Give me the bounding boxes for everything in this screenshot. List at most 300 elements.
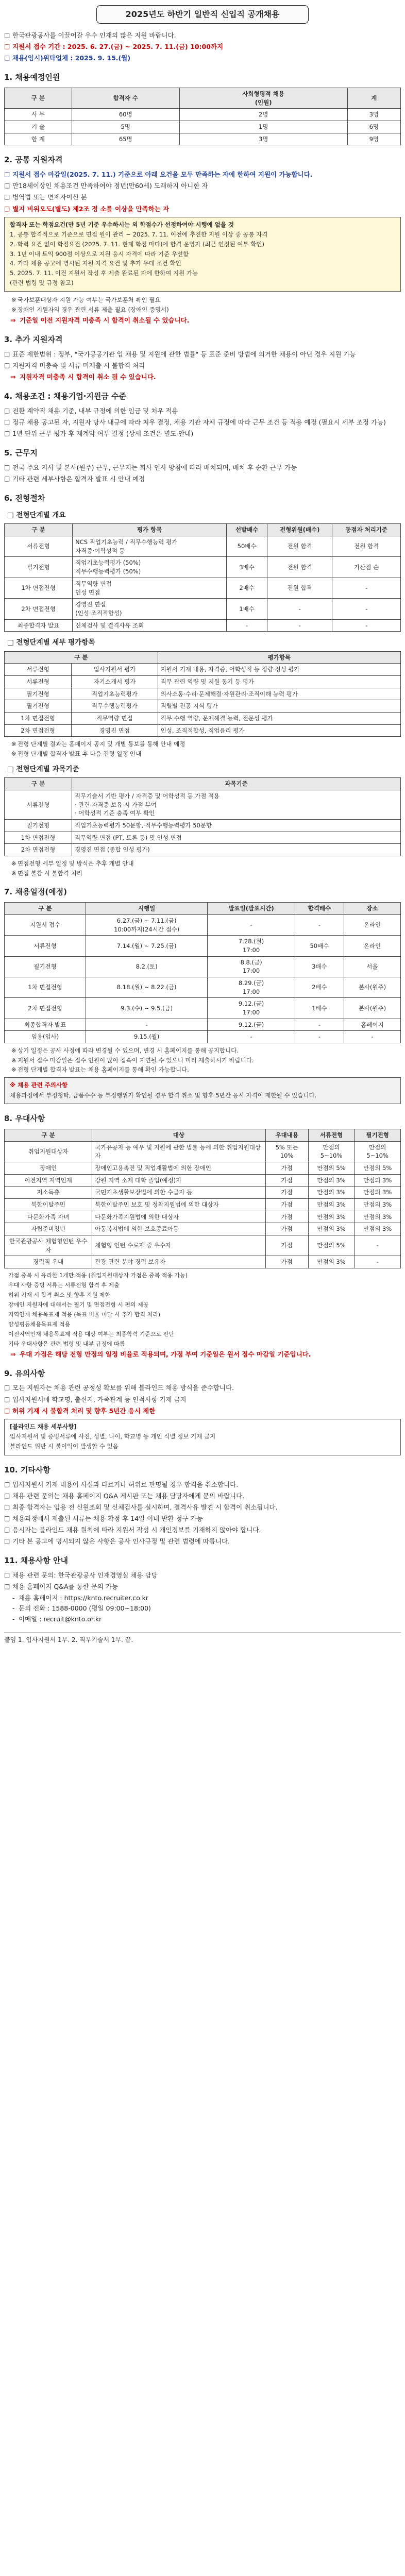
warning-box: [4, 1077, 401, 1104]
list-item: □ 별지 비위오도(별도) 제2조 정 소를 이상을 만족하는 자: [4, 205, 401, 214]
list-item: □ 채용 관련 문의: 한국관광공사 인재경영실 채용 담당: [4, 1571, 401, 1580]
section-heading: 1. 채용예정인원: [4, 73, 60, 82]
section-heading: 8. 우대사항: [4, 1114, 45, 1124]
table-cell: 북한이탈주민 보호 및 정착지원법에 의한 대상자: [92, 1199, 265, 1211]
table-row: [5, 724, 401, 737]
warning-arrow: ⇒ 기준일 이전 지원자격 미충족 시 합격이 취소될 수 있습니다.: [12, 316, 401, 325]
table-cell: 60명: [72, 109, 179, 121]
table-row: [5, 1256, 401, 1268]
table-row: [5, 956, 401, 977]
table-cell: 50배수: [226, 536, 267, 557]
table-cell: 3배수: [295, 956, 344, 977]
list-item: □ 기타 본 공고에 명시되지 않은 사항은 공사 인사규정 및 관련 법령에 따릅니다.: [4, 1537, 401, 1546]
requirements-box: [4, 217, 401, 292]
table-row: [5, 619, 401, 632]
notes-list: [4, 740, 401, 758]
workplace-list: [4, 463, 401, 484]
table-cell: 다문화가족 자녀: [5, 1211, 92, 1223]
table-cell: 국민기초생활보장법에 의한 수급자 등: [92, 1187, 265, 1199]
contact-detail-list: [4, 1594, 401, 1623]
table-header: 합격자 수: [72, 88, 179, 109]
note-item: 양성평등채용목표제 적용: [8, 1320, 71, 1328]
box-line: 입사지원서 및 증빙서류에 사진, 성별, 나이, 학교명 등 개인 식별 정보 기재 금지: [10, 1433, 216, 1440]
table-header: 시행일: [86, 903, 208, 915]
table-cell: 관광 관련 분야 경력 보유자: [92, 1256, 265, 1268]
list-item: □ 표준 제한범위 : 정부, "국가공공기관 입 채용 및 지원에 관한 법률" 등 표준 준비 방법에 의거한 채용이 아닌 경우 지원 가능: [4, 350, 401, 359]
table-cell: 2차 면접전형: [5, 998, 86, 1019]
section-heading: 9. 유의사항: [4, 1368, 45, 1378]
table-cell: 만점의 3%: [355, 1199, 401, 1211]
note-item: 지역인재 채용목표제 적용 (목표 비율 미달 시 추가 합격 처리): [8, 1311, 161, 1318]
notes-list: [4, 1046, 401, 1074]
box-title: ※ 채용 관련 주의사항: [10, 1081, 68, 1089]
table-cell: 9.3.(수) ~ 9.5.(금): [86, 998, 208, 1019]
table-cell: 6.27.(금) ~ 7.11.(금) 10:00까지(24시간 접수): [86, 914, 208, 935]
table-cell: 서류전형: [5, 676, 72, 688]
table-cell: 필기전형: [5, 820, 72, 832]
table-cell: 필기전형: [5, 700, 72, 713]
table-cell: 국가유공자 등 예우 및 지원에 관한 법률 등에 의한 취업지원대상자: [92, 1141, 265, 1162]
table-cell: 8.18.(월) ~ 8.22.(금): [86, 977, 208, 997]
table-cell: 직무 관련 역량 및 지원 동기 등 평가: [158, 676, 400, 688]
section-heading: 5. 근무지: [4, 448, 38, 458]
table-header: 구 분: [5, 651, 158, 664]
criteria-table: [4, 651, 401, 737]
table-cell: 기 술: [5, 121, 72, 133]
table-header: 구 분: [5, 88, 72, 109]
table-cell: 아동복지법에 의한 보호종료아동: [92, 1223, 265, 1235]
conditions-list: [4, 406, 401, 438]
table-cell: 직렬별 전공 지식 평가: [158, 700, 400, 713]
caution-list: [4, 1383, 401, 1415]
table-row: [5, 914, 401, 935]
blind-hiring-box: [4, 1419, 401, 1455]
table-cell: 만점의 3%: [308, 1256, 355, 1268]
table-row: [5, 832, 401, 844]
box-line: (관련 법령 및 규정 참고): [10, 279, 74, 286]
note-item: ※ 지원서 접수 마감일은 접수 인원이 많아 접속이 지연될 수 있으니 미리 제출하시기 바랍니다.: [11, 1056, 401, 1065]
table-cell: 만점의 5%: [355, 1162, 401, 1175]
table-cell: 만점의 3%: [308, 1199, 355, 1211]
table-cell: 만점의 3%: [355, 1223, 401, 1235]
subject-table: [4, 777, 401, 856]
table-cell: 장애인: [5, 1162, 92, 1175]
table-cell: 7.28.(월) 17:00: [208, 936, 295, 956]
table-cell: 경영진 면접 (종합 인성 평가): [72, 844, 401, 856]
list-item: □ 입사지원서 기재 내용이 사실과 다르거나 허위로 판명될 경우 합격을 취소합니다.: [4, 1480, 401, 1489]
table-cell: 최종합격자 발표: [5, 619, 73, 632]
box-line: 5. 2025. 7. 11. 이전 지원서 작성 후 제출 완료된 자에 한하여 지원 가능: [10, 269, 198, 277]
table-header: 선발배수: [226, 524, 267, 536]
table-cell: 장애인고용촉진 및 직업재활법에 의한 장애인: [92, 1162, 265, 1175]
table-cell: 가점: [265, 1235, 308, 1256]
table-header: 대상: [92, 1129, 265, 1142]
table-cell: 가점: [265, 1256, 308, 1268]
note-item: ※ 면접전형 세부 일정 및 방식은 추후 개별 안내: [11, 859, 401, 868]
table-cell: 만점의 3%: [355, 1187, 401, 1199]
table-header: 구 분: [5, 1129, 92, 1142]
table-cell: 직업기초능력평가: [72, 688, 158, 700]
table-cell: -: [295, 1019, 344, 1031]
notes-list: [4, 296, 401, 314]
table-cell: 2차 면접전형: [5, 724, 72, 737]
table-row: [5, 713, 401, 725]
table-row: [5, 599, 401, 619]
table-cell: 3명: [347, 109, 400, 121]
table-header: 과목기준: [72, 778, 401, 790]
table-row: [5, 536, 401, 557]
note-item: ※ 상기 일정은 공사 사정에 따라 변경될 수 있으며, 변경 시 홈페이지를 통해 공지합니다.: [11, 1046, 401, 1055]
table-header: 평가항목: [158, 651, 400, 664]
table-cell: 9명: [347, 133, 400, 145]
table-row: [5, 1031, 401, 1043]
table-row: [5, 109, 401, 121]
table-row: [5, 578, 401, 598]
table-cell: -: [226, 619, 267, 632]
table-cell: 가점: [265, 1187, 308, 1199]
table-row: [5, 133, 401, 145]
table-cell: 2배수: [295, 977, 344, 997]
table-row: [5, 688, 401, 700]
list-item: □ 허위 기재 시 불합격 처리 및 향후 5년간 응시 제한: [4, 1406, 401, 1416]
notes-list: [4, 859, 401, 877]
table-cell: 최종합격자 발표: [5, 1019, 86, 1031]
table-cell: 본사(원주): [344, 998, 400, 1019]
list-item: □ 입사지원서에 학교명, 출신지, 가족관계 등 인적사항 기재 금지: [4, 1395, 401, 1404]
table-cell: 2차 면접전형: [5, 599, 73, 619]
list-item: □ 모든 지원자는 채용 관련 공정성 확보를 위해 블라인드 채용 방식을 준수합니다.: [4, 1383, 401, 1393]
table-cell: 직무역량 면접 인성 면접: [73, 578, 227, 598]
table-cell: 만점의 5%: [308, 1235, 355, 1256]
table-row: [5, 1141, 401, 1162]
table-header: 구 분: [5, 778, 72, 790]
table-cell: 인성, 조직적합성, 직업윤리 평가: [158, 724, 400, 737]
table-cell: 3명: [179, 133, 347, 145]
table-cell: 온라인: [344, 936, 400, 956]
table-cell: 가산점 순: [332, 557, 401, 578]
table-cell: 6명: [347, 121, 400, 133]
note-item: 허위 기재 시 합격 취소 및 향후 지원 제한: [8, 1291, 110, 1298]
box-line: 3. 1년 이내 토익 900점 이상으로 지원 응시 자격에 따라 기준 우선함: [10, 250, 189, 258]
table-header: 평가 항목: [73, 524, 227, 536]
table-cell: 자기소개서 평가: [72, 676, 158, 688]
table-cell: 만점의 3%: [308, 1211, 355, 1223]
table-row: [5, 820, 401, 832]
table-cell: 5명: [72, 121, 179, 133]
divider: [4, 1632, 401, 1633]
table-header: 사회형평적 채용 (인원): [179, 88, 347, 109]
list-item: □ 만18세이상인 채용조건 만족하여야 정년(만60세) 도래하지 아니한 자: [4, 181, 401, 191]
contact-website-link[interactable]: - 채용 홈페이지 : https://knto.recruiter.co.kr: [12, 1594, 401, 1603]
box-line: 2. 학력 요건 없이 학점요건 (2025. 7. 11. 현재 학점 마다)에 합격 운영자 (최근 인정된 여부 확인): [10, 241, 264, 248]
table-cell: -: [86, 1019, 208, 1031]
list-item: □ 채용 관련 문의는 채용 홈페이지 Q&A 게시판 또는 채용 담당자에게 문의 바랍니다.: [4, 1492, 401, 1501]
table-header: 우대내용: [265, 1129, 308, 1142]
box-line: 1. 공통 합격적으로 기준으로 면접 원이 관리 ~ 2025. 7. 11. 이전에 추진한 지원 이상 중 공통 자격: [10, 231, 268, 239]
table-cell: 경력직 우대: [5, 1256, 92, 1268]
table-cell: 서류전형: [5, 664, 72, 676]
table-cell: 직무 수행 역량, 문제해결 능력, 전문성 평가: [158, 713, 400, 725]
table-row: [5, 121, 401, 133]
sub-heading: □ 전형단계별 과목기준: [7, 765, 79, 773]
table-cell: -: [332, 599, 401, 619]
list-item: □ 지원자격 미충족 및 서류 미제출 시 불합격 처리: [4, 361, 401, 370]
table-row: [5, 664, 401, 676]
requirements-list: [4, 170, 401, 214]
note-item: 가점 중복 시 유리한 1개만 적용 (취업지원대상자 가점은 중복 적용 가능): [8, 1272, 188, 1279]
table-cell: 만점의 3%: [308, 1174, 355, 1187]
table-cell: 1차 면접전형: [5, 977, 86, 997]
list-item: □ 전국 주요 지사 및 본사(원주) 근무, 근무지는 회사 인사 방침에 따라 배치되며, 배치 후 순환 근무 가능: [4, 463, 401, 472]
table-cell: 한국관광공사 체험형인턴 우수자: [5, 1235, 92, 1256]
table-cell: 전원 합격: [267, 578, 332, 598]
table-cell: 직업기초능력평가 50문항, 직무수행능력평가 50문항: [72, 820, 401, 832]
list-item: □ 기타 관련 세부사항은 합격자 발표 시 안내 예정: [4, 474, 401, 484]
table-cell: 2배수: [226, 578, 267, 598]
table-cell: 2명: [179, 109, 347, 121]
table-cell: 만점의 3%: [308, 1223, 355, 1235]
table-cell: -: [267, 599, 332, 619]
table-header: 전형위원(배수): [267, 524, 332, 536]
table-cell: 1배수: [226, 599, 267, 619]
table-cell: 임용(입사): [5, 1031, 86, 1043]
list-item: □ 1년 단위 근무 평가 후 재계약 여부 결정 (상세 조건은 별도 안내): [4, 429, 401, 438]
table-cell: 서류전형: [5, 790, 72, 820]
table-cell: 북한이탈주민: [5, 1199, 92, 1211]
table-cell: 체험형 인턴 수료자 중 우수자: [92, 1235, 265, 1256]
table-row: [5, 1223, 401, 1235]
table-cell: -: [295, 1031, 344, 1043]
table-cell: 서류전형: [5, 936, 86, 956]
table-cell: 5% 또는 10%: [265, 1141, 308, 1162]
note-item: ※ 장애인 지원자의 경우 관련 서류 제출 필요 (장애인 증명서): [11, 306, 401, 314]
table-cell: 다문화가족지원법에 의한 대상자: [92, 1211, 265, 1223]
table-row: [5, 676, 401, 688]
table-row: [5, 1019, 401, 1031]
table-cell: 1차 면접전형: [5, 578, 73, 598]
note-item: ※ 전형 단계별 결과는 홈페이지 공지 및 개별 통보를 통해 안내 예정: [11, 740, 401, 749]
box-line: 채용과정에서 부정청탁, 금품수수 등 부정행위가 확인될 경우 합격 취소 및 향후 5년간 응시 자격이 제한될 수 있습니다.: [10, 1091, 317, 1099]
list-item: □ 병역법 또는 면제자이신 분: [4, 193, 401, 202]
table-cell: -: [295, 914, 344, 935]
contact-phone: - 문의 전화 : 1588-0000 (평일 09:00~18:00): [12, 1604, 401, 1613]
list-item: □ 채용 홈페이지 Q&A를 통한 문의 가능: [4, 1582, 401, 1591]
table-cell: 의사소통·수리·문제해결·자원관리·조직이해 능력 평가: [158, 688, 400, 700]
table-cell: 직업기초능력평가 (50%) 직무수행능력평가 (50%): [73, 557, 227, 578]
table-cell: 자립준비청년: [5, 1223, 92, 1235]
table-cell: 지원서 기재 내용, 자격증, 어학성적 등 정량·정성 평가: [158, 664, 400, 676]
table-cell: 직무역량 면접 (PT, 토론 등) 및 인성 면접: [72, 832, 401, 844]
intro-item: □ 한국관광공사를 이끌어갈 우수 인재의 많은 지원 바랍니다.: [4, 31, 401, 40]
table-cell: -: [208, 914, 295, 935]
table-cell: NCS 직업기초능력 / 직무수행능력 평가 자격증·어학성적 등: [73, 536, 227, 557]
table-header: 구 분: [5, 903, 86, 915]
box-line: 블라인드 위반 시 불이익이 발생할 수 있음: [10, 1443, 119, 1450]
intro-list: [4, 31, 401, 63]
table-cell: 1배수: [295, 998, 344, 1019]
note-item: 우대 사항 증빙 서류는 서류전형 합격 후 제출: [8, 1282, 120, 1289]
contact-list: [4, 1571, 401, 1591]
table-cell: 취업지원대상자: [5, 1141, 92, 1162]
section-heading: 10. 기타사항: [4, 1465, 50, 1475]
box-title: [블라인드 채용 세부사항]: [10, 1422, 77, 1430]
table-cell: 전원 합격: [267, 557, 332, 578]
table-cell: -: [332, 619, 401, 632]
table-header: 발표일(발표시간): [208, 903, 295, 915]
table-cell: 사 무: [5, 109, 72, 121]
table-cell: 2차 면접전형: [5, 844, 72, 856]
table-cell: -: [355, 1235, 401, 1256]
list-item: □ 지원서 접수 마감일(2025. 7. 11.) 기준으로 아래 요건을 모두 만족하는 자에 한하여 지원이 가능합니다.: [4, 170, 401, 179]
warning-arrow: ⇒ 우대 가점은 해당 전형 만점의 일정 비율로 적용되며, 가점 부여 기준일은 원서 접수 마감일 기준입니다.: [12, 1350, 401, 1359]
list-item: □ 전환 계약직 채용 기준, 내부 규정에 의한 임금 및 처우 적용: [4, 406, 401, 416]
table-cell: 3배수: [226, 557, 267, 578]
attachment-note: 붙임 1. 입사지원서 1부. 2. 직무기술서 1부. 끝.: [4, 1636, 133, 1643]
table-row: [5, 790, 401, 820]
table-header: 장소: [344, 903, 400, 915]
table-row: [5, 977, 401, 997]
note-item: 장애인 지원자에 대해서는 필기 및 면접전형 시 편의 제공: [8, 1301, 149, 1308]
table-row: [5, 936, 401, 956]
table-cell: 홈페이지: [344, 1019, 400, 1031]
table-cell: 강원 지역 소재 대학 졸업(예정)자: [92, 1174, 265, 1187]
table-cell: 1차 면접전형: [5, 713, 72, 725]
section-heading: 11. 채용사항 안내: [4, 1556, 68, 1566]
section-heading: 3. 추가 지원자격: [4, 334, 63, 344]
section-heading: 6. 전형절차: [4, 494, 45, 503]
table-cell: 1차 면접전형: [5, 832, 72, 844]
table-cell: 가점: [265, 1223, 308, 1235]
table-row: [5, 700, 401, 713]
table-cell: -: [267, 619, 332, 632]
table-row: [5, 844, 401, 856]
table-row: [5, 1174, 401, 1187]
note-item: 기타 우대사항은 관련 법령 및 내부 규정에 따름: [8, 1340, 125, 1347]
section-heading: 4. 채용조건 : 채용기업·지원금 수준: [4, 392, 127, 401]
table-cell: 50배수: [295, 936, 344, 956]
table-cell: 신체검사 및 결격사유 조회: [73, 619, 227, 632]
table-cell: 서울: [344, 956, 400, 977]
table-cell: -: [332, 578, 401, 598]
preference-notes: [8, 1272, 401, 1348]
table-cell: 만점의 5~10%: [308, 1141, 355, 1162]
intro-item: □ 지원서 접수 기간 : 2025. 6. 27.(금) ~ 2025. 7. 11.(금) 10:00까지: [4, 42, 401, 52]
table-cell: 직무기술서 기반 평가 / 자격증 및 어학성적 등 가점 적용 · 관련 자격증 보유 시 가점 부여 · 어학성적 기준 충족 여부 확인: [72, 790, 401, 820]
table-cell: 만점의 3%: [355, 1211, 401, 1223]
table-cell: 경영진 면접 (인성·조직적합성): [73, 599, 227, 619]
hire-count-table: [4, 88, 401, 145]
process-table: [4, 523, 401, 632]
table-cell: -: [344, 1031, 400, 1043]
box-title: 합격자 또는 학점요건(만 5년 기준 우수하시는 외 학점수가 선정하여야 시행에 없을 것: [10, 221, 234, 228]
misc-list: [4, 1480, 401, 1547]
table-cell: 8.8.(금) 17:00: [208, 956, 295, 977]
note-item: ※ 전형 단계별 합격자 발표는 채용 홈페이지를 통해 확인 가능합니다.: [11, 1065, 401, 1074]
table-cell: 7.14.(월) ~ 7.25.(금): [86, 936, 208, 956]
list-item: □ 정규 채용 공고된 자, 지원자 당사 내규에 따라 처우 결정, 채용 기관 자체 규정에 따라 근무 조건 등 적용 예정 (필요시 세부 조정 가능): [4, 418, 401, 427]
sub-heading: □ 전형단계별 개요: [7, 511, 66, 519]
table-cell: 필기전형: [5, 688, 72, 700]
note-item: ※ 면접 불참 시 불합격 처리: [11, 869, 401, 878]
table-header: 구 분: [5, 524, 73, 536]
table-header: 필기전형: [355, 1129, 401, 1142]
table-row: [5, 1235, 401, 1256]
table-row: [5, 1187, 401, 1199]
table-cell: 본사(원주): [344, 977, 400, 997]
schedule-table: [4, 902, 401, 1043]
table-header: 계: [347, 88, 400, 109]
warning-arrow: ⇒ 지원자격 미충족 시 합격이 취소 될 수 있습니다.: [12, 372, 401, 382]
note-item: 이전지역인재 채용목표제 적용 대상 여부는 최종학력 기준으로 판단: [8, 1330, 175, 1337]
contact-email-link[interactable]: - 이메일 : recruit@knto.or.kr: [12, 1615, 401, 1624]
table-cell: 이전지역 지역인재: [5, 1174, 92, 1187]
table-cell: 전원 합격: [267, 536, 332, 557]
page-title: 2025년도 하반기 일반직 신입직 공개채용: [96, 5, 309, 24]
table-cell: -: [208, 1031, 295, 1043]
section-heading: 2. 공통 지원자격: [4, 155, 63, 165]
list-item: □ 최종 합격자는 임용 전 신원조회 및 신체검사를 실시하며, 결격사유 발견 시 합격이 취소됩니다.: [4, 1503, 401, 1512]
table-cell: 만점의 3%: [355, 1174, 401, 1187]
table-cell: 8.29.(금) 17:00: [208, 977, 295, 997]
table-cell: 온라인: [344, 914, 400, 935]
section-heading: 7. 채용일정(예정): [4, 887, 68, 897]
table-header: 동점자 처리기준: [332, 524, 401, 536]
table-cell: 가점: [265, 1199, 308, 1211]
table-cell: 가점: [265, 1174, 308, 1187]
extra-requirements-list: [4, 350, 401, 370]
table-row: [5, 1162, 401, 1175]
table-cell: -: [355, 1256, 401, 1268]
list-item: □ 응시자는 블라인드 채용 원칙에 따라 지원서 작성 시 개인정보를 기재하지 않아야 합니다.: [4, 1526, 401, 1535]
table-row: [5, 998, 401, 1019]
intro-item: □ 채용(임시)위탁업체 : 2025. 9. 15.(월): [4, 54, 401, 63]
table-cell: 1명: [179, 121, 347, 133]
table-header: 합격배수: [295, 903, 344, 915]
table-cell: 저소득층: [5, 1187, 92, 1199]
preference-table: [4, 1129, 401, 1268]
table-cell: 필기전형: [5, 557, 73, 578]
list-item: □ 채용과정에서 제출된 서류는 채용 확정 후 14일 이내 반환 청구 가능: [4, 1514, 401, 1523]
sub-heading: □ 전형단계별 세부 평가항목: [7, 638, 95, 647]
table-cell: 직무역량 면접: [72, 713, 158, 725]
table-cell: 8.2.(토): [86, 956, 208, 977]
table-cell: 65명: [72, 133, 179, 145]
table-cell: 경영진 면접: [72, 724, 158, 737]
table-cell: 만점의 5~10%: [355, 1141, 401, 1162]
table-cell: 만점의 5%: [308, 1162, 355, 1175]
box-line: 4. 기타 채용 공고에 명시된 지원 자격 요건 및 추가 우대 조건 확인: [10, 260, 181, 267]
note-item: ※ 국가보훈대상자 지원 가능 여부는 국가보훈처 확인 필요: [11, 296, 401, 304]
table-cell: 9.15.(월): [86, 1031, 208, 1043]
table-cell: 직무수행능력평가: [72, 700, 158, 713]
note-item: ※ 전형 단계별 합격자 발표 후 다음 전형 일정 안내: [11, 750, 401, 758]
table-row: [5, 557, 401, 578]
table-cell: 입사지원서 평가: [72, 664, 158, 676]
table-cell: 필기전형: [5, 956, 86, 977]
table-cell: 지원서 접수: [5, 914, 86, 935]
table-row: [5, 1211, 401, 1223]
table-cell: 만점의 3%: [308, 1187, 355, 1199]
table-cell: 9.12.(금): [208, 1019, 295, 1031]
table-header: 서류전형: [308, 1129, 355, 1142]
table-cell: 전원 합격: [332, 536, 401, 557]
table-cell: 서류전형: [5, 536, 73, 557]
table-cell: 가점: [265, 1162, 308, 1175]
table-row: [5, 1199, 401, 1211]
table-cell: 합 계: [5, 133, 72, 145]
table-cell: 가점: [265, 1211, 308, 1223]
table-cell: 9.12.(금) 17:00: [208, 998, 295, 1019]
